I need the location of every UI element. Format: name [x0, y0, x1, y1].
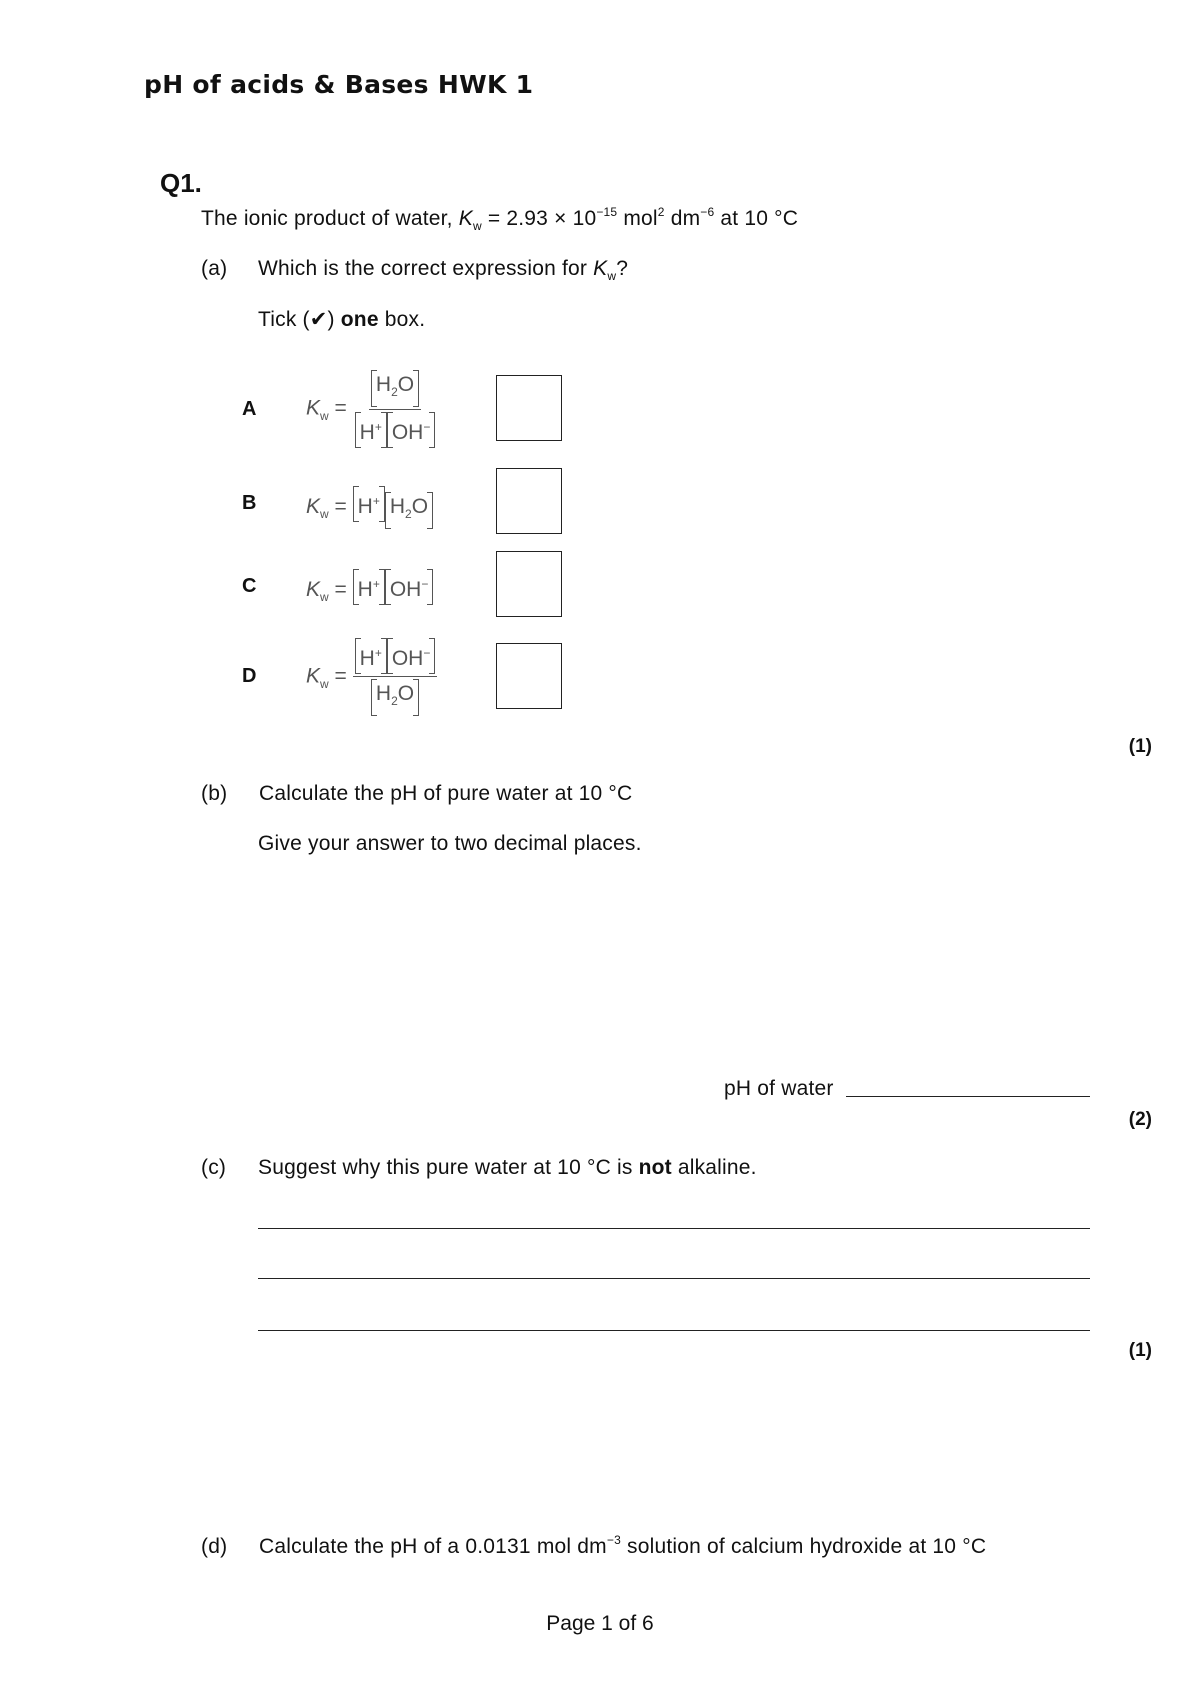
option-c-letter: C: [242, 575, 257, 597]
option-c-formula: $K_w = H^+$ OH−: [306, 569, 433, 605]
part-c-marks: (1): [1128, 1340, 1152, 1361]
answer-line-2[interactable]: [258, 1278, 1090, 1279]
option-d-letter: D: [242, 665, 257, 687]
part-b-marks: (2): [1128, 1109, 1152, 1130]
option-b-checkbox[interactable]: [496, 468, 562, 534]
option-a-formula: $K_w$ = $\frac{H_2O}{H^+ OH^-}$: [306, 370, 437, 448]
question-number: Q1.: [160, 168, 202, 198]
option-c-checkbox[interactable]: [496, 551, 562, 617]
answer-line-1[interactable]: [258, 1228, 1090, 1229]
part-a-marks: (1): [1128, 736, 1152, 757]
part-c-label: (c): [201, 1156, 227, 1179]
part-b-label: (b): [201, 782, 228, 805]
part-d-label: (d): [201, 1535, 228, 1558]
page-footer: Page 1 of 6: [546, 1612, 654, 1635]
part-a-label: (a): [201, 257, 228, 280]
option-b-formula: $K_w = H^+$ $H_2O$: [306, 486, 433, 529]
ph-answer-line[interactable]: [846, 1096, 1090, 1097]
option-d-formula: $K_w$ = $\frac{H^+ OH^-}{H_2O}$: [306, 638, 437, 716]
part-b-question: Calculate the pH of pure water at 10 °C: [259, 782, 633, 805]
option-a-letter: A: [242, 398, 257, 420]
ph-answer-label: pH of water: [724, 1077, 834, 1100]
intro-statement: The ionic product of water, $K_w = 2.93 \times 10^{-15}$ mol$^2$ $dm^{-6}$ at 10 °C: [201, 205, 799, 234]
part-c-question: Suggest why this pure water at 10 °C is not alkaline.: [258, 1156, 757, 1179]
option-a-checkbox[interactable]: [496, 375, 562, 441]
option-d-checkbox[interactable]: [496, 643, 562, 709]
part-b-instruction: Give your answer to two decimal places.: [258, 832, 642, 855]
answer-line-3[interactable]: [258, 1330, 1090, 1331]
part-a-instruction: Tick (✔) one box.: [258, 308, 426, 331]
document-title: pH of acids & Bases HWK 1: [144, 70, 534, 99]
part-a-question: Which is the correct expression for $K_w$?: [258, 257, 629, 284]
part-d-question: Calculate the pH of a 0.0131 mol $dm^{-3}$ solution of calcium hydroxide at 10 °C: [259, 1533, 987, 1558]
option-b-letter: B: [242, 492, 257, 514]
